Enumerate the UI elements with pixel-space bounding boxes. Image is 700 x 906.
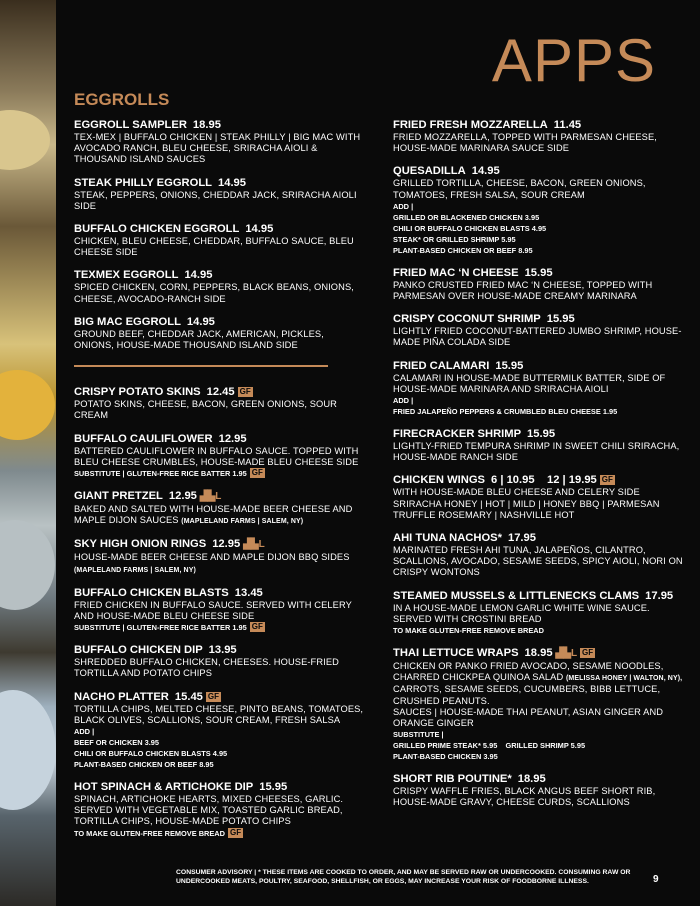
item-description: CHICKEN, BLEU CHEESE, CHEDDAR, BUFFALO SAUCE, BLEU CHEESE SIDE	[74, 236, 354, 258]
item-description: GRILLED TORTILLA, CHEESE, BACON, GREEN ONIONS, TOMATOES, FRESH SALSA, SOUR CREAM	[393, 178, 646, 200]
item-name: FRIED CALAMARI	[393, 359, 490, 372]
item-price: 12.95	[168, 490, 197, 503]
item-description: POTATO SKINS, CHEESE, BACON, GREEN ONIONS, SOUR CREAM	[74, 399, 337, 421]
item-description: SHREDDED BUFFALO CHICKEN, CHEESES. HOUSE-FRIED TORTILLA AND POTATO CHIPS	[74, 657, 339, 679]
item-price: 15.95	[524, 266, 553, 279]
item-name: STEAMED MUSSELS & LITTLENECKS CLAMS	[393, 589, 640, 602]
menu-item	[74, 385, 364, 421]
item-description: BATTERED CAULIFLOWER IN BUFFALO SAUCE. TOPPED WITH BLEU CHEESE CRUMBLES, HOUSE-MADE BLEU CHEESE SIDE	[74, 445, 359, 467]
item-name: BUFFALO CHICKEN DIP	[74, 644, 203, 657]
item-sauces: SAUCES | HOUSE-MADE THAI PEANUT, ASIAN GINGER AND ORANGE GINGER	[393, 706, 664, 729]
item-name: HOT SPINACH & ARTICHOKE DIP	[74, 781, 254, 794]
item-addon: SUBSTITUTE |	[393, 730, 444, 740]
item-addon: BEEF OR CHICKEN 3.95	[74, 738, 160, 748]
item-addon: ADD |	[393, 201, 414, 211]
item-source-note: (MELISSA HONEY | WALTON, NY),	[565, 675, 683, 683]
item-name: CRISPY COCONUT SHRIMP	[393, 313, 541, 326]
item-description: GROUND BEEF, CHEDDAR JACK, AMERICAN, PICKLES, ONIONS, HOUSE-MADE THOUSAND ISLAND SIDE	[74, 328, 324, 351]
item-addon: ADD |	[74, 727, 95, 737]
item-price: 18.95	[524, 647, 553, 660]
menu-item	[393, 359, 683, 417]
item-addon: FRIED JALAPEÑO PEPPERS & CRUMBLED BLEU CHEESE 1.95	[393, 407, 618, 417]
item-name: STEAK PHILLY EGGROLL	[74, 176, 212, 189]
menu-item	[74, 537, 364, 575]
item-name: FRIED FRESH MOZZARELLA	[393, 119, 548, 131]
left-column	[74, 118, 364, 849]
page-title: APPS	[491, 27, 656, 94]
item-description: CARROTS, SESAME SEEDS, CUCUMBERS, BIBB LETTUCE, CRUSHED PEANUTS.	[393, 684, 661, 706]
menu-item	[74, 118, 364, 166]
item-price: 11.45	[553, 119, 582, 131]
local-farm-icon: ▟▙L	[199, 491, 222, 503]
gluten-free-icon: GF	[229, 827, 242, 837]
menu-item	[393, 589, 683, 636]
item-addon: CHILI OR BUFFALO CHICKEN BLASTS 4.95	[393, 223, 547, 233]
menu-item	[74, 432, 364, 479]
item-description: FRIED CHICKEN IN BUFFALO SAUCE. SERVED WITH CELERY AND HOUSE-MADE BLEU CHEESE SIDE	[74, 599, 352, 622]
gluten-free-icon: GF	[207, 691, 219, 701]
gluten-free-icon: GF	[601, 475, 613, 485]
item-addon: GRILLED OR BLACKENED CHICKEN 3.95	[393, 212, 540, 222]
item-price: 17.95	[507, 532, 536, 545]
item-name: QUESADILLA	[393, 165, 466, 178]
page-number: 9	[653, 874, 659, 885]
item-name: EGGROLL SAMPLER	[74, 119, 187, 131]
item-price: 12.95	[218, 432, 247, 445]
item-price: 12.95	[212, 538, 241, 551]
item-source-note: (MAPLELAND FARMS | SALEM, NY)	[74, 566, 196, 574]
gluten-free-icon: GF	[582, 648, 594, 658]
item-name: BUFFALO CAULIFLOWER	[74, 432, 213, 445]
item-description: LIGHTLY-FRIED TEMPURA SHRIMP IN SWEET CHILI SRIRACHA, HOUSE-MADE RANCH SIDE	[393, 441, 680, 463]
item-description: SPICED CHICKEN, CORN, PEPPERS, BLACK BEANS, ONIONS, CHEESE, AVOCADO-RANCH SIDE	[74, 282, 354, 304]
item-name: CRISPY POTATO SKINS	[74, 386, 201, 399]
item-description: SPINACH, ARTICHOKE HEARTS, MIXED CHEESES, GARLIC. SERVED WITH VEGETABLE MIX, TOASTED GARLIC BREAD, TORTILLA CHIPS, HOUSE-MADE POTATO CHIPS	[74, 794, 344, 827]
item-price: 15.95	[495, 359, 524, 372]
item-name: BUFFALO CHICKEN BLASTS	[74, 586, 229, 599]
item-name: TEXMEX EGGROLL	[74, 269, 179, 282]
cheese-photo	[0, 0, 56, 906]
section-heading-eggrolls: EGGROLLS	[74, 90, 170, 109]
item-price: 13.95	[208, 644, 237, 657]
item-price: 14.95	[186, 315, 215, 328]
item-price: 14.95	[218, 176, 246, 189]
item-description: CALAMARI IN HOUSE-MADE BUTTERMILK BATTER, SIDE OF HOUSE-MADE MARINARA AND SRIRACHA AIOLI	[393, 372, 666, 394]
menu-item	[74, 690, 364, 770]
local-farm-icon: ▟▙L	[555, 648, 578, 660]
menu-item	[74, 489, 364, 527]
item-name: CHICKEN WINGS	[393, 474, 485, 487]
menu-item	[393, 772, 683, 808]
item-price: 17.95	[645, 589, 674, 602]
menu-item	[74, 176, 364, 212]
item-name: SHORT RIB POUTINE*	[393, 773, 512, 786]
gluten-free-icon: GF	[251, 468, 263, 478]
menu-item	[74, 222, 364, 258]
item-name: FRIED MAC ‘N CHEESE	[393, 266, 519, 279]
item-description: LIGHTLY FRIED COCONUT-BATTERED JUMBO SHRIMP, HOUSE-MADE PIÑA COLADA SIDE	[393, 326, 682, 348]
item-name: BIG MAC EGGROLL	[74, 315, 181, 328]
gluten-free-icon: GF	[239, 387, 251, 397]
item-name: BUFFALO CHICKEN EGGROLL	[74, 223, 240, 236]
item-price: 18.95	[192, 119, 221, 131]
menu-item	[74, 643, 364, 679]
menu-item	[393, 646, 683, 762]
item-description: TEX-MEX | BUFFALO CHICKEN | STEAK PHILLY | BIG MAC WITH AVOCADO RANCH, BLEU CHEESE, SRIRACHA AIOLI & THOUSAND ISLAND SAUCES	[74, 132, 361, 165]
item-substitute: TO MAKE GLUTEN-FREE REMOVE BREAD	[74, 828, 225, 838]
item-description: WITH HOUSE-MADE BLEU CHEESE AND CELERY SIDE SRIRACHA HONEY | HOT | MILD | HONEY BBQ | PARMESAN TRUFFLE ROSEMARY | NASHVILLE HOT	[393, 487, 660, 520]
local-badge-label: L	[570, 648, 578, 660]
menu-item	[393, 266, 683, 302]
item-price: 15.95	[527, 428, 556, 441]
item-price: 15.95	[259, 781, 288, 794]
item-name: GIANT PRETZEL	[74, 490, 163, 503]
item-price: 14.95	[471, 165, 500, 178]
menu-item	[393, 164, 683, 255]
consumer-advisory: CONSUMER ADVISORY | * THESE ITEMS ARE COOKED TO ORDER, AND MAY BE SERVED RAW OR UNDERCOOKED. CONSUMING RAW OR UNDERCOOKED MEATS, POULTRY, SEAFOOD, SHELLFISH, OR EGGS, MAY INCREASE YOUR RISK OF FOODBORNE ILLNESS.	[176, 869, 631, 885]
item-addon: PLANT-BASED CHICKEN 3.95	[393, 752, 498, 762]
advisory-label: CONSUMER ADVISORY	[176, 869, 253, 876]
right-column	[393, 118, 683, 819]
item-price: 18.95	[517, 773, 546, 786]
menu-item	[393, 118, 683, 154]
gluten-free-icon: GF	[251, 622, 263, 632]
item-description: FRIED MOZZARELLA, TOPPED WITH PARMESAN CHEESE, HOUSE-MADE MARINARA SAUCE SIDE	[393, 132, 657, 154]
item-source-note: (MAPLELAND FARMS | SALEM, NY)	[181, 518, 304, 526]
item-description: PANKO CRUSTED FRIED MAC ‘N CHEESE, TOPPED WITH PARMESAN OVER HOUSE-MADE CREAMY MARINARA	[393, 279, 653, 302]
menu-item	[74, 315, 364, 351]
menu-item	[74, 586, 364, 633]
section-divider	[74, 365, 328, 367]
local-badge-label: L	[215, 491, 222, 503]
item-name: SKY HIGH ONION RINGS	[74, 538, 207, 551]
item-addon: CHILI OR BUFFALO CHICKEN BLASTS 4.95	[74, 749, 228, 759]
menu-item	[74, 268, 364, 304]
item-price: 15.95	[546, 313, 575, 326]
item-addon: PLANT-BASED CHICKEN OR BEEF 8.95	[74, 760, 214, 770]
item-substitute: SUBSTITUTE | GLUTEN-FREE RICE BATTER 1.95	[74, 469, 247, 479]
advisory-text: * THESE ITEMS ARE COOKED TO ORDER, AND MAY BE SERVED RAW OR UNDERCOOKED. CONSUMING RAW OR UNDERCOOKED MEATS, POULTRY, SEAFOOD, SHELLFISH, OR EGGS, MAY INCREASE YOUR RISK OF FOODBORNE ILLNESS.	[176, 869, 631, 885]
item-name: THAI LETTUCE WRAPS	[393, 647, 519, 660]
item-substitute: TO MAKE GLUTEN-FREE REMOVE BREAD	[393, 626, 544, 636]
item-name: FIRECRACKER SHRIMP	[393, 428, 522, 441]
item-description: IN A HOUSE-MADE LEMON GARLIC WHITE WINE SAUCE. SERVED WITH CROSTINI BREAD	[393, 602, 650, 624]
item-name: AHI TUNA NACHOS*	[393, 532, 502, 545]
item-description: CRISPY WAFFLE FRIES, BLACK ANGUS BEEF SHORT RIB, HOUSE-MADE GRAVY, CHEESE CURDS, SCALLIONS	[393, 786, 656, 808]
item-description: MARINATED FRESH AHI TUNA, JALAPEÑOS, CILANTRO, SCALLIONS, AVOCADO, SESAME SEEDS, SPICY AIOLI, NORI ON CRISPY WONTONS	[393, 545, 683, 578]
item-price: 13.45	[234, 586, 263, 599]
item-substitute: SUBSTITUTE | GLUTEN-FREE RICE BATTER 1.95	[74, 623, 247, 633]
menu-item	[393, 312, 683, 348]
item-addon: STEAK* OR GRILLED SHRIMP 5.95	[393, 234, 516, 244]
item-name: NACHO PLATTER	[74, 690, 169, 703]
item-addon: ADD |	[393, 396, 414, 406]
item-description: HOUSE-MADE BEER CHEESE AND MAPLE DIJON BBQ SIDES	[74, 552, 350, 563]
item-price: 14.95	[184, 269, 213, 282]
item-price: 15.45	[174, 690, 203, 703]
local-farm-icon: ▟▙L	[243, 539, 265, 551]
local-badge-label: L	[258, 539, 265, 551]
item-description: BAKED AND SALTED WITH HOUSE-MADE BEER CHEESE AND MAPLE DIJON SAUCES	[74, 504, 353, 526]
menu-item	[74, 780, 364, 839]
item-description: TORTILLA CHIPS, MELTED CHEESE, PINTO BEANS, TOMATOES, BLACK OLIVES, SCALLIONS, SOUR CREAM, FRESH SALSA	[74, 703, 364, 725]
menu-item	[393, 427, 683, 463]
item-price: 6 | 10.95 12 | 19.95	[491, 474, 597, 487]
item-description: CHICKEN OR PANKO FRIED AVOCADO, SESAME NOODLES, CHARRED CHICKPEA QUINOA SALAD	[393, 661, 664, 683]
item-addon: GRILLED PRIME STEAK* 5.95 GRILLED SHRIMP 5.95	[393, 741, 586, 751]
menu-item	[393, 531, 683, 579]
item-price: 12.45	[206, 386, 235, 399]
item-price: 14.95	[245, 223, 274, 236]
menu-item	[393, 473, 683, 521]
item-addon: PLANT-BASED CHICKEN OR BEEF 8.95	[393, 245, 533, 255]
item-description: STEAK, PEPPERS, ONIONS, CHEDDAR JACK, SRIRACHA AIOLI SIDE	[74, 189, 357, 211]
